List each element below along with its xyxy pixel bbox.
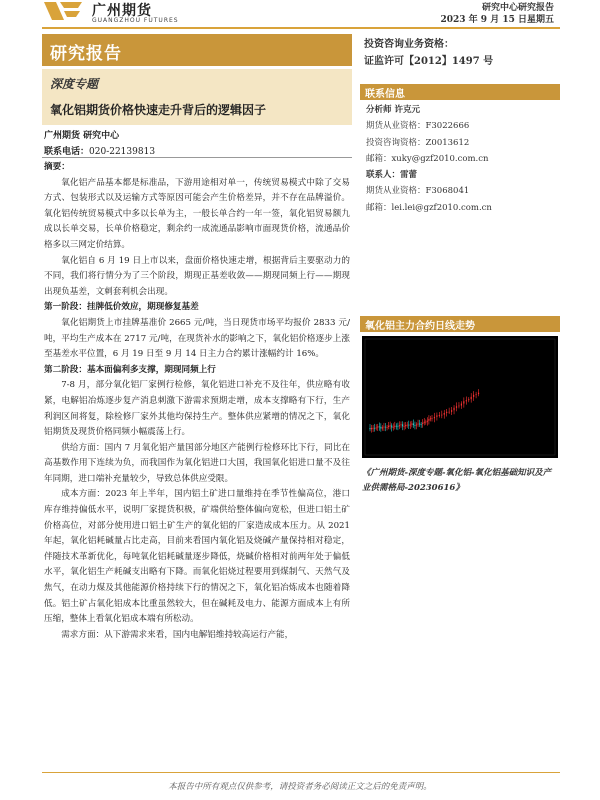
- analyst-name: 分析师 许克元: [366, 105, 420, 115]
- related-report[interactable]: 《广州期货-深度专题-氧化铝-氧化铝基础知识及产业供需格局-20230616》: [362, 468, 552, 493]
- candle-body: [414, 425, 415, 426]
- candle-body: [453, 408, 454, 410]
- certification-box: [356, 34, 560, 66]
- company-name-en: GUANGZHOU FUTURES: [92, 17, 179, 24]
- report-title: 氧化铝期货价格快速走升背后的逻辑因子: [50, 103, 267, 117]
- candle-body: [404, 426, 405, 427]
- contact-header: 联系信息: [360, 84, 560, 100]
- abstract-paragraph: 7-8 月，部分氧化铝厂家例行检修，氧化铝进口补充不及往年，供应略有收紧，电解铝冶炼逐步复产消息刺激下游需求预期走增，成本支撑略有下行，生产利润区间将复，除检修厂家外其他均保持生产。整体供应紧增的情况之下，氧化铝期货及现货价格同频小幅震荡上行。: [44, 380, 350, 438]
- candle-body: [413, 423, 414, 425]
- candle-body: [421, 424, 422, 425]
- candle-body: [424, 422, 425, 423]
- candle-body: [373, 428, 374, 429]
- candle-body: [386, 427, 387, 428]
- candle-body: [478, 393, 479, 394]
- contact-phone: [44, 144, 155, 157]
- abstract: [44, 160, 350, 643]
- candle-body: [428, 419, 429, 421]
- contact-info: [366, 102, 556, 216]
- candle-body: [425, 422, 426, 423]
- analyst-futures-cert: 期货从业资格：F3022666: [366, 121, 470, 132]
- candle-body: [377, 426, 378, 427]
- abstract-paragraph: 氧化铝期货上市挂牌基准价 2665 元/吨，当日现货市场平均报价 2833 元/吨，平均生产成本在 2717 元/吨，在现货补水的影响之下，氧化铝价格逐步上涨至基差水平位置，6 月 19 日至 9 月 14 日主力合约累计涨幅约计 16%。: [44, 317, 350, 360]
- abstract-paragraph: 成本方面：2023 年上半年，国内铝土矿进口量维持在季节性偏高位，港口库存维持偏低水平，说明厂家提货积极，矿端供给整体偏向宽松，但进口铝土矿价格高位，对部分使用进口铝土矿生产的氧化铝的厂家造成成本压力。从 2021 年起，氧化铝耗碱量占比走高，目前来看国内氧化铝及烧碱产量保持相对稳定，伴随技术革新优化，每吨氧化铝耗碱量逐步降低，烧碱价格相对前两年处于偏低水平，氧化铝生产耗碱支出略有下降。而氧化铝烧过程要用到煤制气、天然气及焦气，在动力煤及其他能源价格持续下行的情况之下，氧化铝冶炼成本也随着降低。铝土矿占氧化铝成本比重虽然较大，但在碱耗及电力、能源方面成本上有所压缩，整体上看氧化铝成本端有所松动。: [44, 489, 350, 625]
- candle-body: [427, 421, 428, 422]
- candle-body: [397, 426, 398, 427]
- candle-body: [463, 401, 464, 403]
- candle-body: [431, 418, 432, 419]
- candle-body: [376, 428, 377, 429]
- candle-body: [371, 428, 372, 429]
- candle-body: [405, 425, 406, 426]
- candle-body: [416, 425, 417, 426]
- report-category: 深度专题: [50, 77, 99, 91]
- candle-body: [461, 404, 462, 406]
- title-box: [42, 69, 352, 125]
- candle-body: [434, 417, 435, 418]
- candle-body: [393, 427, 394, 428]
- candle-body: [394, 426, 395, 427]
- candle-body: [449, 412, 450, 413]
- chart-header: 氧化铝主力合约日线走势: [360, 316, 560, 332]
- abstract-paragraph: 氧化铝自 6 月 19 日上市以来，盘面价格快速走增，根据背后主要驱动力的不同，我们将行情分为了三个阶段，期现正基差收敛——期现同频上行——期现出现负基差，文刺套利机会出现。: [44, 255, 350, 297]
- candle-body: [379, 426, 380, 427]
- candle-body: [396, 426, 397, 427]
- candle-body: [446, 412, 447, 413]
- abstract-paragraph: 供给方面：国内 7 月氧化铝产量国部分地区产能例行检修环比下行，同比在高基数作用下连续为负，而我国作为氧化铝进口大国，我国氧化铝进口量不及往年同期，进口端补充量较少，导致总体供应受限。: [44, 442, 350, 484]
- contact-email[interactable]: 邮箱：lei.lei@gzf2010.com.cn: [366, 202, 492, 213]
- candle-body: [408, 425, 409, 426]
- candle-body: [419, 424, 420, 425]
- organization: 广州期货 研究中心: [44, 131, 120, 141]
- candle-body: [380, 427, 381, 429]
- analyst-advisory-cert: 投资咨询资格：Z0013612: [366, 137, 470, 148]
- candle-body: [410, 425, 411, 426]
- candle-body: [369, 428, 370, 429]
- report-date: 2023 年 9 月 15 日星期五: [440, 15, 554, 25]
- candle-body: [385, 427, 386, 428]
- candle-body: [466, 400, 467, 401]
- candle-body: [388, 426, 389, 427]
- report-type: 研究中心研究报告: [481, 3, 554, 13]
- candle-body: [444, 413, 445, 415]
- candle-body: [468, 399, 469, 400]
- header-divider: [42, 27, 560, 29]
- candle-body: [382, 427, 383, 428]
- candle-body: [458, 406, 459, 407]
- page-header: [0, 0, 600, 30]
- footer-divider: [42, 772, 560, 773]
- phone-label: 联系电话：: [44, 147, 90, 157]
- candle-body: [391, 425, 392, 427]
- abstract-label: 摘要：: [44, 162, 70, 172]
- candle-body: [402, 424, 403, 426]
- candle-body: [451, 410, 452, 412]
- candle-body: [439, 415, 440, 416]
- candle-body: [473, 395, 474, 397]
- candle-body: [374, 428, 375, 429]
- candle-body: [400, 424, 401, 425]
- analyst-email[interactable]: 邮箱：xuky@gzf2010.com.cn: [366, 153, 489, 164]
- section-divider: [42, 157, 352, 158]
- candle-body: [430, 418, 431, 419]
- candlestick-chart: [362, 336, 558, 458]
- candle-body: [383, 427, 384, 428]
- cert-line-2: 证监许可【2012】1497 号: [364, 56, 494, 67]
- phone-number: 020-22139813: [89, 147, 156, 157]
- abstract-paragraph: 氧化铝产品基本都是标准品，下游用途相对单一，传统贸易模式中除了交易方式、包装形式以及运输方式等原因可能会产生价格差异，并不存在品牌溢价。氧化铝传统贸易模式中多以长单为主，一般长单合约一年一签，氧化铝贸易额九成以长单交易，长单价格稳定，剩余约一成流通品影响市面现货价格，流通品价格多以三网定价结算。: [44, 177, 350, 250]
- candle-body: [456, 406, 457, 407]
- candle-body: [476, 394, 477, 395]
- disclaimer: 本报告中所有观点仅供参考，请投资者务必阅读正文之后的免责声明。: [168, 782, 432, 792]
- banner-title: 研究报告: [50, 44, 122, 64]
- company-logo-icon: [42, 0, 84, 22]
- cert-line-1: 投资咨询业务资格：: [364, 39, 454, 50]
- section-heading-1: 第一阶段：挂牌低价效应，期现修复基差: [44, 302, 199, 313]
- candle-body: [441, 415, 442, 416]
- section-heading-2: 第二阶段：基本面偏利多支撑，期现同频上行: [44, 364, 216, 375]
- contact-futures-cert: 期货从业资格：F3068041: [366, 186, 470, 197]
- report-banner: [42, 34, 352, 66]
- candle-body: [411, 423, 412, 424]
- candle-body: [436, 415, 437, 417]
- candle-body: [471, 397, 472, 399]
- candle-body: [417, 424, 418, 425]
- abstract-paragraph: 需求方面：从下游需求来看，国内电解铝维持较高运行产能，: [61, 629, 294, 640]
- contact-person: 联系人：雷蕾: [366, 170, 418, 181]
- candle-body: [399, 425, 400, 426]
- candle-body: [422, 423, 423, 424]
- candle-body: [390, 425, 391, 426]
- candle-body: [407, 425, 408, 426]
- company-name-cn: 广州期货: [92, 3, 152, 19]
